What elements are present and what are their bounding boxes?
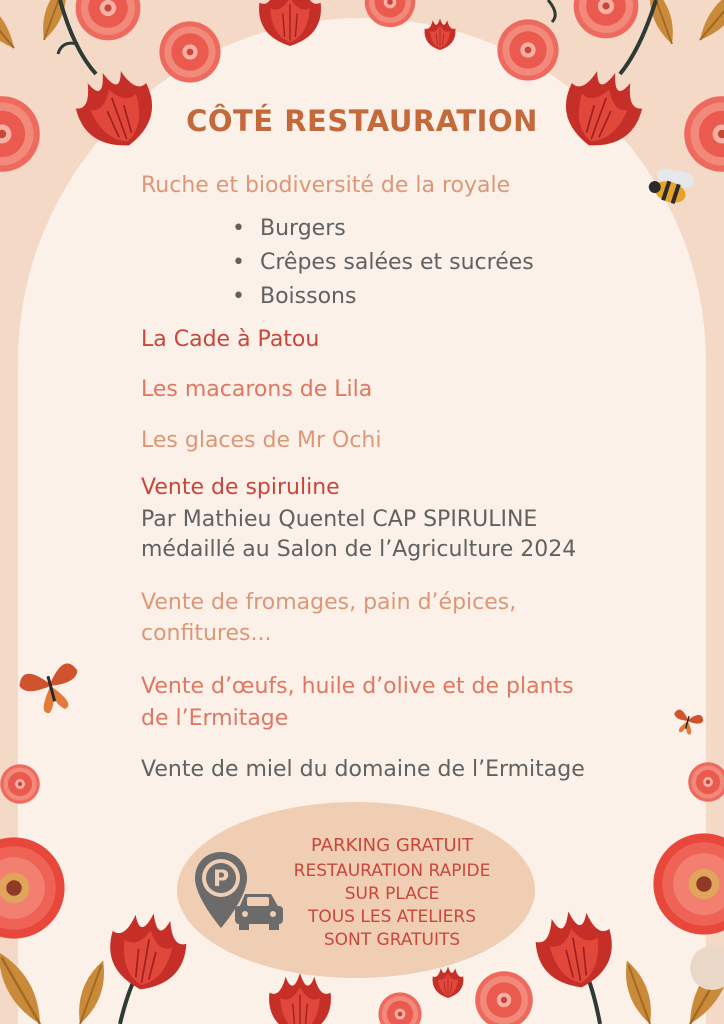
ateliers-info-line2: SONT GRATUITS	[323, 930, 461, 950]
butterfly-left-icon	[17, 661, 86, 719]
vendor-miel: Vente de miel du domaine de l’Ermitage	[141, 757, 585, 782]
restauration-info-line1: RESTAURATION RAPIDE	[293, 861, 491, 881]
vendor-spiruline-line1: Par Mathieu Quentel CAP SPIRULINE	[141, 507, 538, 532]
parking-letter: P	[212, 867, 230, 892]
ateliers-info-line1: TOUS LES ATELIERS	[307, 907, 477, 927]
vendor-glaces: Les glaces de Mr Ochi	[141, 428, 382, 453]
list-item: • Burgers	[232, 212, 534, 246]
vendor-spiruline-line2: médaillé au Salon de l’Agriculture 2024	[141, 537, 577, 562]
page-title: CÔTÉ RESTAURATION	[186, 104, 538, 138]
bee-icon	[646, 162, 696, 207]
vendor-fromages-line2: confitures...	[141, 621, 272, 646]
list-item: • Boissons	[232, 280, 534, 314]
restauration-info-line2: SUR PLACE	[344, 884, 440, 904]
vendor-spiruline-title: Vente de spiruline	[141, 475, 340, 500]
vendor-ruche-name: Ruche et biodiversité de la royale	[141, 173, 511, 198]
vendor-macarons: Les macarons de Lila	[141, 377, 373, 402]
top-right-flowers	[365, 0, 724, 172]
list-item: • Crêpes salées et sucrées	[232, 246, 534, 280]
butterfly-right-icon	[670, 709, 705, 738]
vendor-cade: La Cade à Patou	[141, 327, 320, 352]
vendor-oeufs-line2: de l’Ermitage	[141, 706, 289, 731]
vendor-fromages-line1: Vente de fromages, pain d’épices,	[141, 590, 517, 615]
vendor-oeufs-line1: Vente d’œufs, huile d’olive et de plants	[141, 674, 574, 699]
parking-pin-icon	[191, 848, 287, 944]
parking-info: PARKING GRATUIT	[311, 835, 473, 856]
ruche-menu-list	[232, 212, 534, 314]
